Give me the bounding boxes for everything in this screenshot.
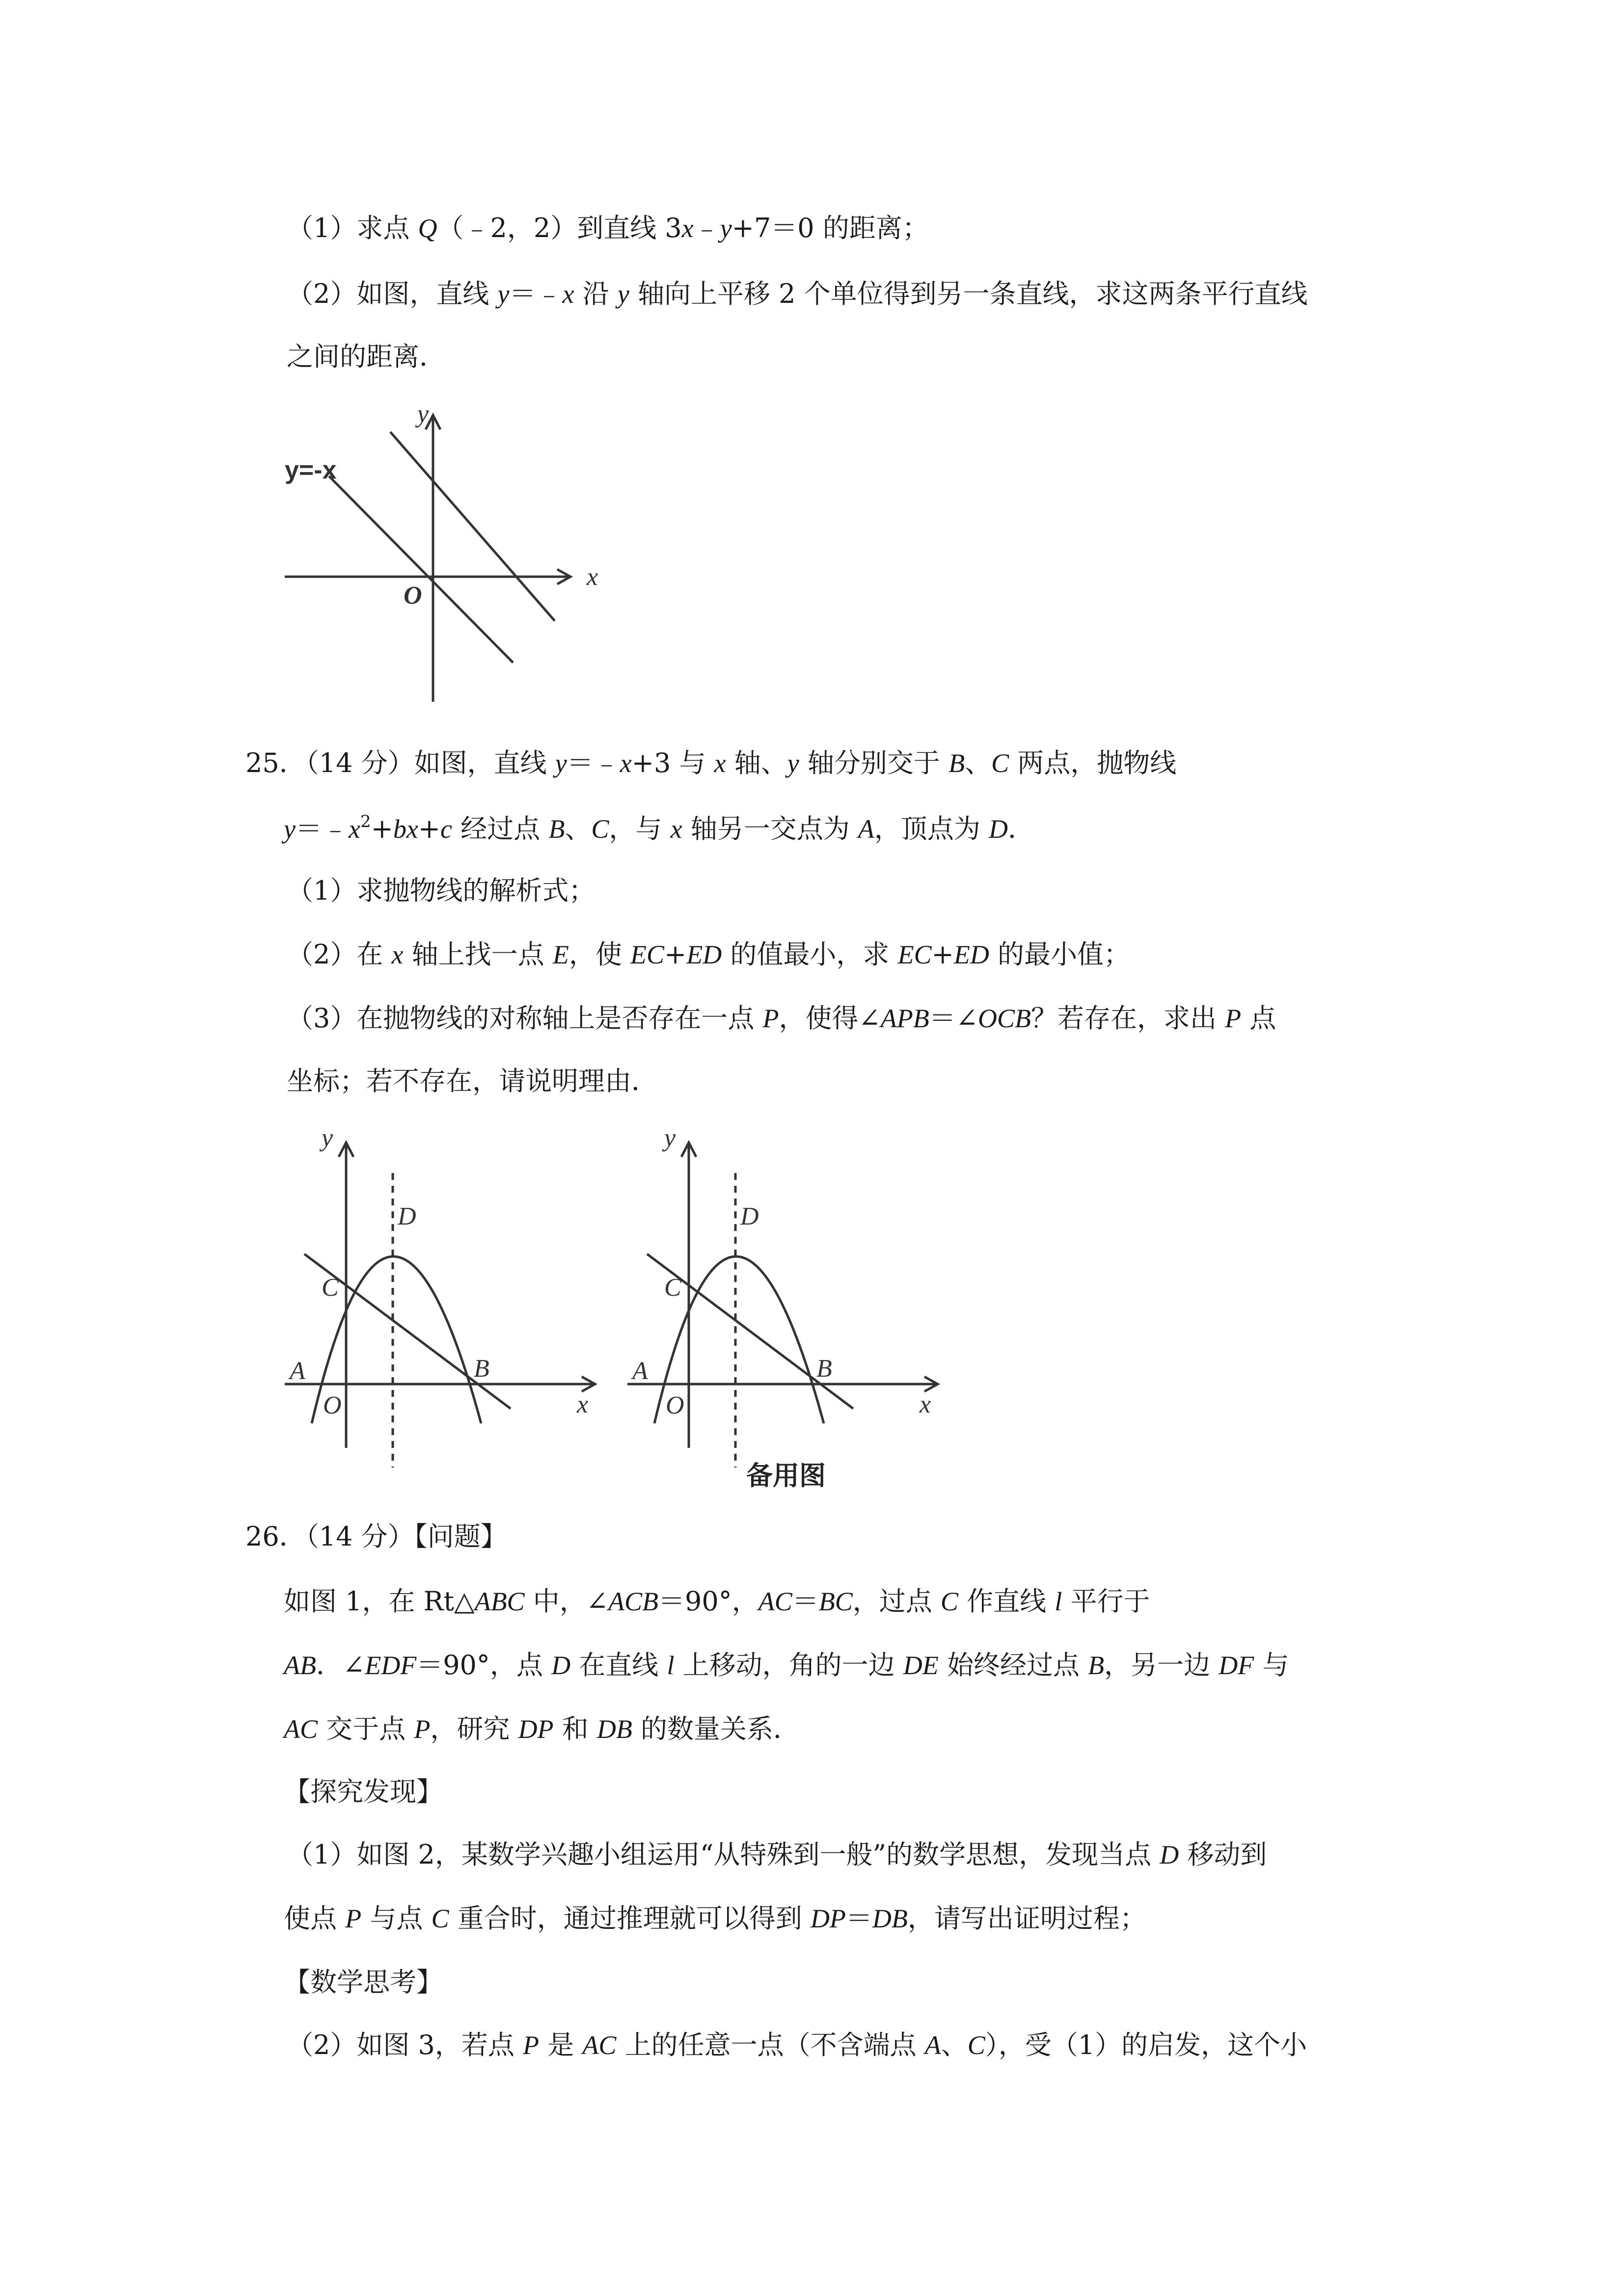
p25l-x-label: x <box>577 1390 589 1418</box>
p25-question-2: （2）在 x 轴上找一点 E，使 EC+ED 的值最小，求 EC+ED 的最小值； <box>287 939 1131 970</box>
p26-line-3: AC 交于点 P，研究 DP 和 DB 的数量关系． <box>284 1713 800 1744</box>
p25-heading: 25．（14 分）如图，直线 y＝﹣x+3 与 x 轴、y 轴分别交于 B、C 两点，抛物线 <box>245 748 1177 778</box>
p24-line-label: y=-x <box>285 456 337 484</box>
p25-parabola-equation: $y=﹣x^2+bx+c$ 经过点 B、C，与 x 轴另一交点为 A，顶点为 D． <box>284 812 1035 844</box>
p24-question-2-line-2: 之间的距离． <box>287 341 446 372</box>
p25l-y-label: y <box>322 1124 333 1152</box>
p25r-x-label: x <box>920 1390 931 1418</box>
p25r-point-a-label: A <box>632 1357 648 1385</box>
p24-y-label: y <box>417 400 429 428</box>
p25-figure-left <box>275 1124 628 1482</box>
p25l-point-b-label: B <box>474 1355 489 1383</box>
p25r-point-d-label: D <box>740 1202 759 1230</box>
p25r-point-c-label: C <box>664 1274 681 1302</box>
p26-line-1: 如图 1，在 Rt△ABC 中，∠ACB＝90°，AC＝BC，过点 C 作直线 l 平行于 <box>284 1586 1150 1617</box>
p26-question-1-line-1: （1）如图 2，某数学兴趣小组运用“从特殊到一般”的数学思想，发现当点 D 移动到 <box>287 1839 1267 1870</box>
p26-line-2: AB．∠EDF＝90°，点 D 在直线 l 上移动，角的一边 DE 始终经过点 B，另一边 DF 与 <box>284 1650 1289 1681</box>
p24-figure <box>275 402 619 717</box>
p25r-y-label: y <box>664 1124 676 1152</box>
p25r-point-b-label: B <box>816 1355 832 1383</box>
p24-question-2-line-1: （2）如图，直线 y＝﹣x 沿 y 轴向上平移 2 个单位得到另一条直线，求这两条平行直线 <box>287 278 1308 309</box>
p25l-point-d-label: D <box>398 1202 416 1230</box>
p24-x-label: x <box>587 563 598 591</box>
p24-origin-label: O <box>404 582 422 610</box>
p26-question-2: （2）如图 3，若点 P 是 AC 上的任意一点（不含端点 A、C），受（1）的启发，这个小 <box>287 2029 1307 2060</box>
p25-question-3-line-1: （3）在抛物线的对称轴上是否存在一点 P，使得∠APB＝∠OCB？若存在，求出 P 点 <box>287 1003 1276 1034</box>
p26-explore-heading: 【探究发现】 <box>284 1776 443 1807</box>
p24-question-1: （1）求点 Q（﹣2，2）到直线 3x﹣y+7＝0 的距离； <box>287 213 929 243</box>
p25-figure-right <box>618 1124 971 1497</box>
p26-question-1-line-2: 使点 P 与点 C 重合时，通过推理就可以得到 DP＝DB，请写出证明过程； <box>284 1903 1146 1934</box>
p25l-origin-label: O <box>323 1391 342 1419</box>
p25l-point-a-label: A <box>290 1357 305 1385</box>
p25l-point-c-label: C <box>322 1274 339 1302</box>
p26-heading: 26．（14 分）【问题】 <box>245 1521 507 1552</box>
p25r-caption: 备用图 <box>746 1461 826 1491</box>
p25-question-1: （1）求抛物线的解析式； <box>287 875 595 906</box>
p25r-origin-label: O <box>666 1391 684 1419</box>
p26-think-heading: 【数学思考】 <box>284 1967 443 1998</box>
p25-question-3-line-2: 坐标；若不存在，请说明理由． <box>287 1066 658 1096</box>
p24-line-y-neg-x <box>329 476 513 663</box>
